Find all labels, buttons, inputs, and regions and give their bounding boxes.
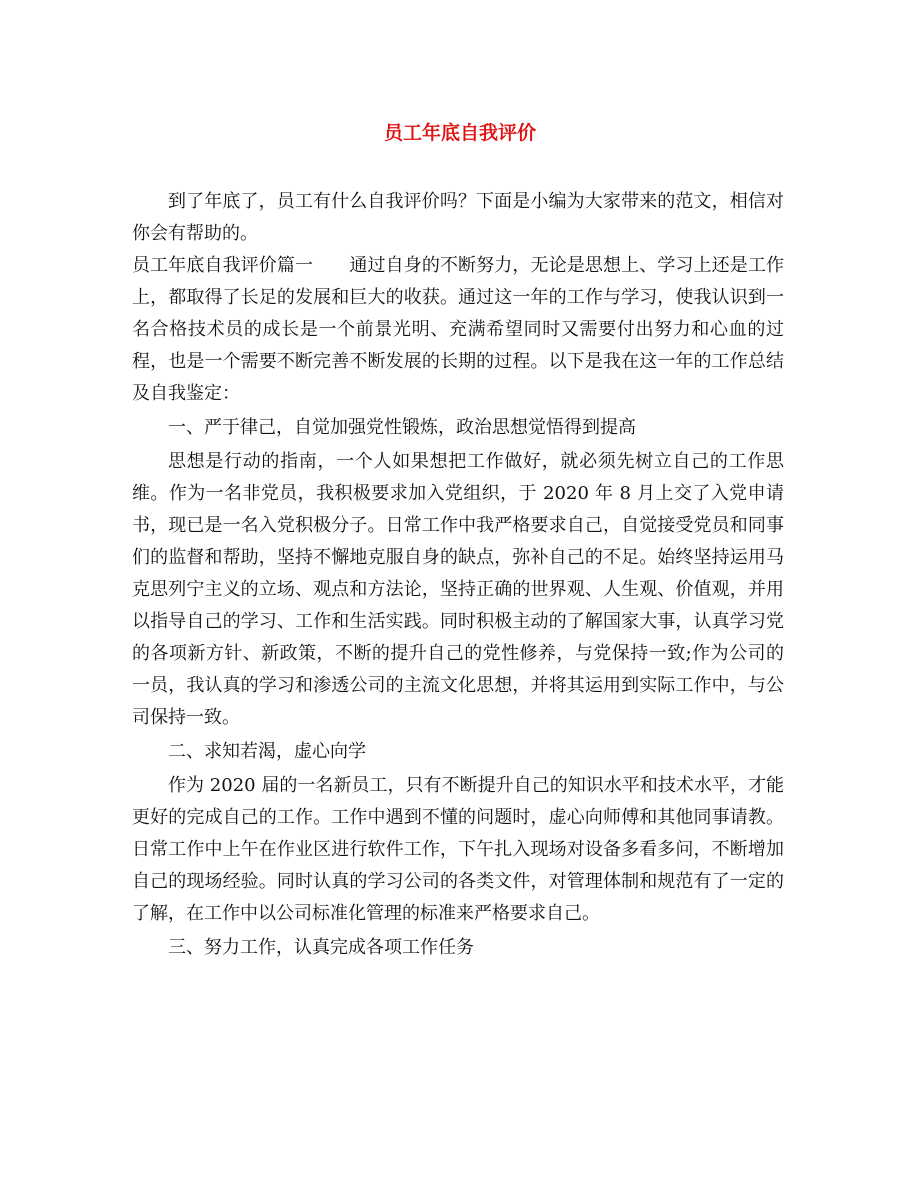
intro-paragraph: 到了年底了，员工有什么自我评价吗？下面是小编为大家带来的范文，相信对你会有帮助的。 [132, 191, 784, 244]
article-one-paragraph: 员工年底自我评价篇一 通过自身的不断努力，无论是思想上、学习上还是工作上，都取得了长足的发展和巨大的收获。通过这一年的工作与学习，使我认识到一名合格技术员的成长是一个前景光明、充满希望同时又需要付出努力和心血的过程，也是一个需要不断完善不断发展的长期的过程。以下是我在这一年的工作总结及自我鉴定： [132, 255, 784, 404]
section-heading-one: 一、严于律己，自觉加强党性锻炼，政治思想觉悟得到提高 [168, 417, 636, 438]
document-body [132, 186, 784, 964]
section-one-paragraph: 思想是行动的指南，一个人如果想把工作做好，就必须先树立自己的工作思维。作为一名非党员，我积极要求加入党组织，于 2020 年 8 月上交了入党申请书，现已是一名入党积极分子。日常工作中我严格要求自己，自觉接受党员和同事们的监督和帮助，坚持不懈地克服自身的缺点，弥补自己的不足。始终坚持运用马克思列宁主义的立场、观点和方法论，坚持正确的世界观、人生观、价值观，并用以指导自己的学习、工作和生活实践。同时积极主动的了解国家大事，认真学习党的各项新方针、新政策，不断的提升自己的党性修养，与党保持一致;作为公司的一员，我认真的学习和渗透公司的主流文化思想，并将其运用到实际工作中，与公司保持一致。 [132, 451, 784, 728]
section-heading-three: 三、努力工作，认真完成各项工作任务 [168, 937, 474, 958]
section-heading-two: 二、求知若渴，虚心向学 [168, 741, 366, 762]
section-two-paragraph: 作为 2020 届的一名新员工，只有不断提升自己的知识水平和技术水平，才能更好的完成自己的工作。工作中遇到不懂的问题时，虚心向师傅和其他同事请教。日常工作中上午在作业区进行软件工作，下午扎入现场对设备多看多问，不断增加自己的现场经验。同时认真的学习公司的各类文件，对管理体制和规范有了一定的了解，在工作中以公司标准化管理的标准来严格要求自己。 [132, 775, 784, 924]
document-title: 员工年底自我评价 [383, 122, 536, 144]
